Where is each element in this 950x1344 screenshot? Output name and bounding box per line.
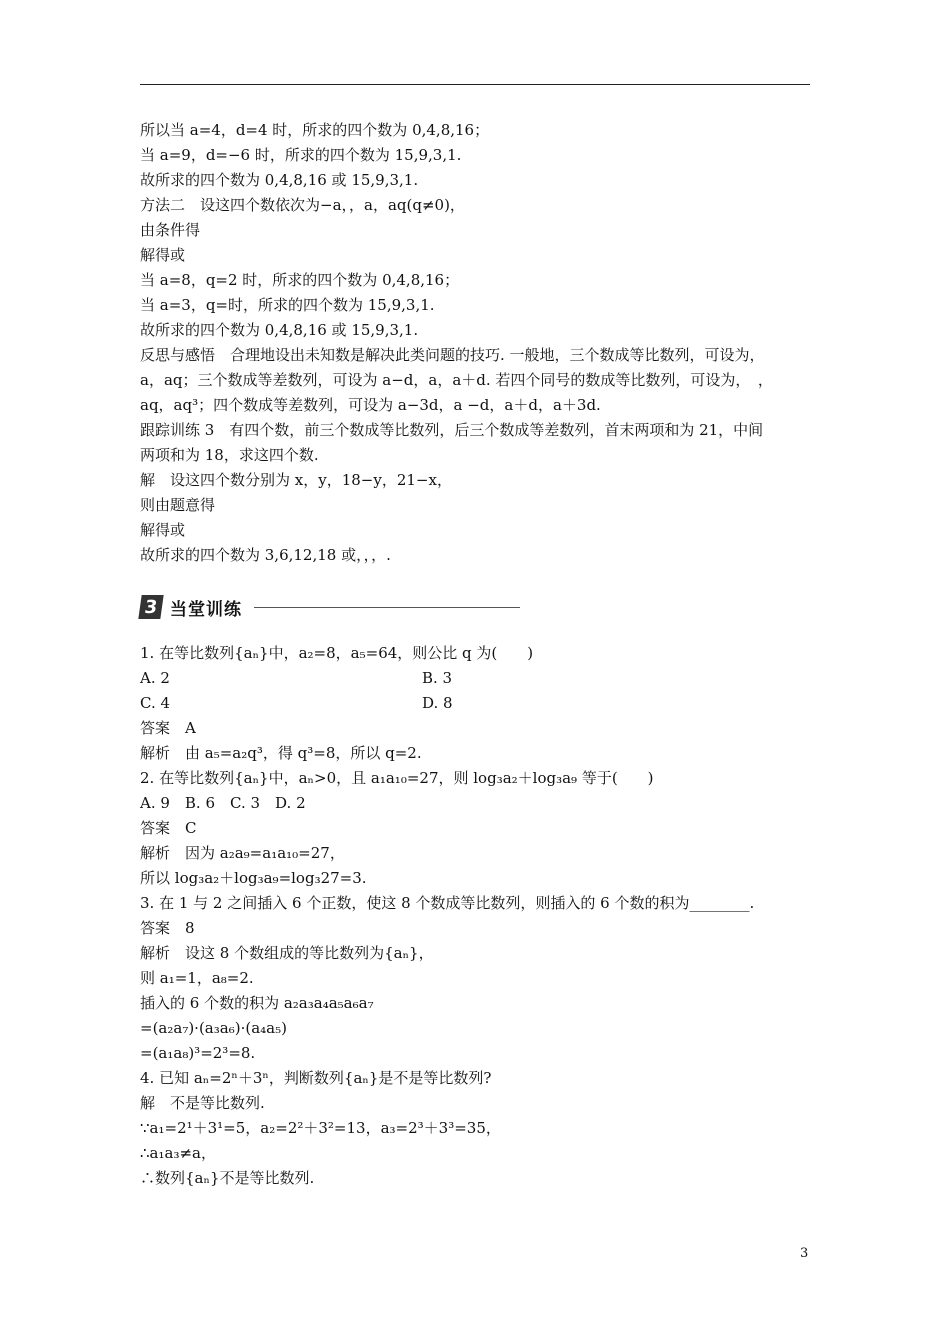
- text-line: 则由题意得: [140, 496, 216, 514]
- text-line: 当 a=8，q=2 时，所求的四个数为 0,4,8,16；: [140, 271, 460, 289]
- text-line: 解得或: [140, 246, 186, 264]
- solution-block: [140, 118, 820, 568]
- option-d: D. 8: [422, 694, 453, 712]
- text-line: 两项和为 18，求这四个数.: [140, 446, 319, 464]
- text-line: 解得或: [140, 521, 186, 539]
- text-line: 故所求的四个数为 0,4,8,16 或 15,9,3,1.: [140, 171, 419, 189]
- text-line: 反思与感悟 合理地设出未知数是解决此类问题的技巧. 一般地，三个数成等比数列，可设为，: [140, 346, 765, 364]
- text-line: 所以当 a=4，d=4 时，所求的四个数为 0,4,8,16；: [140, 121, 490, 139]
- exercise-block: [140, 641, 820, 1191]
- text-line: 由条件得: [140, 221, 201, 239]
- text-line: 跟踪训练 3 有四个数，前三个数成等比数列，后三个数成等差数列，首末两项和为 21，中间: [140, 421, 764, 439]
- question-1-stem: 1. 在等比数列{aₙ}中，a₂=8，a₅=64，则公比 q 为( ): [140, 644, 534, 662]
- text-line: 故所求的四个数为 3,6,12,18 或，，，.: [140, 546, 391, 564]
- text-line: 方法二 设这四个数依次为−a，，a，aq(q≠0)，: [140, 196, 465, 214]
- question-4-solution: ∴a₁a₃≠a，: [140, 1144, 216, 1162]
- text-line: 当 a=3，q=时，所求的四个数为 15,9,3,1.: [140, 296, 435, 314]
- question-2-answer: 答案 C: [140, 819, 197, 837]
- text-line: 当 a=9，d=−6 时，所求的四个数为 15,9,3,1.: [140, 146, 462, 164]
- question-2-options: A. 9 B. 6 C. 3 D. 2: [140, 794, 306, 812]
- page-number: 3: [800, 1246, 809, 1261]
- text-line: 解 设这四个数分别为 x，y，18−y，21−x，: [140, 471, 452, 489]
- question-3-analysis: =(a₁a₈)³=2³=8.: [140, 1044, 256, 1062]
- question-4-stem: 4. 已知 aₙ=2ⁿ＋3ⁿ，判断数列{aₙ}是不是等比数列?: [140, 1069, 492, 1087]
- question-1-options-row: [140, 691, 820, 716]
- text-line: a，aq；三个数成等差数列，可设为 a−d，a，a＋d. 若四个同号的数成等比数列，可设为， ，: [140, 371, 773, 389]
- question-3-analysis: 则 a₁=1，a₈=2.: [140, 969, 254, 987]
- question-1-analysis: 解析 由 a₅=a₂q³，得 q³=8，所以 q=2.: [140, 744, 422, 762]
- text-line: aq，aq³；四个数成等差数列，可设为 a−3d，a −d，a＋d，a＋3d.: [140, 396, 601, 414]
- question-3-stem: 3. 在 1 与 2 之间插入 6 个正数，使这 8 个数成等比数列，则插入的 6 个数的积为________.: [140, 894, 755, 912]
- section-title: 当堂训练: [170, 599, 242, 620]
- question-2-analysis: 解析 因为 a₂a₉=a₁a₁₀=27，: [140, 844, 345, 862]
- section-heading: [140, 594, 520, 620]
- question-3-analysis: 解析 设这 8 个数组成的等比数列为{aₙ}，: [140, 944, 434, 962]
- question-3-analysis: =(a₂a₇)·(a₃a₆)·(a₄a₅): [140, 1019, 287, 1037]
- option-c: C. 4: [140, 694, 171, 712]
- question-2-analysis: 所以 log₃a₂＋log₃a₉=log₃27=3.: [140, 869, 367, 887]
- question-1-options-row: [140, 666, 820, 691]
- question-3-answer: 答案 8: [140, 919, 195, 937]
- section-number-badge: 3: [138, 595, 163, 619]
- question-3-analysis: 插入的 6 个数的积为 a₂a₃a₄a₅a₆a₇: [140, 994, 374, 1012]
- section-rule: [254, 607, 520, 608]
- question-1-answer: 答案 A: [140, 719, 196, 737]
- header-rule: [140, 84, 810, 85]
- question-4-solution: 解 不是等比数列.: [140, 1094, 265, 1112]
- question-4-solution: ∵a₁=2¹＋3¹=5，a₂=2²＋3²=13，a₃=2³＋3³=35，: [140, 1119, 501, 1137]
- question-4-solution: ∴数列{aₙ}不是等比数列.: [140, 1169, 315, 1187]
- text-line: 故所求的四个数为 0,4,8,16 或 15,9,3,1.: [140, 321, 419, 339]
- option-b: B. 3: [422, 669, 453, 687]
- option-a: A. 2: [140, 669, 170, 687]
- question-2-stem: 2. 在等比数列{aₙ}中，aₙ>0，且 a₁a₁₀=27，则 log₃a₂＋log₃a₉ 等于( ): [140, 769, 654, 787]
